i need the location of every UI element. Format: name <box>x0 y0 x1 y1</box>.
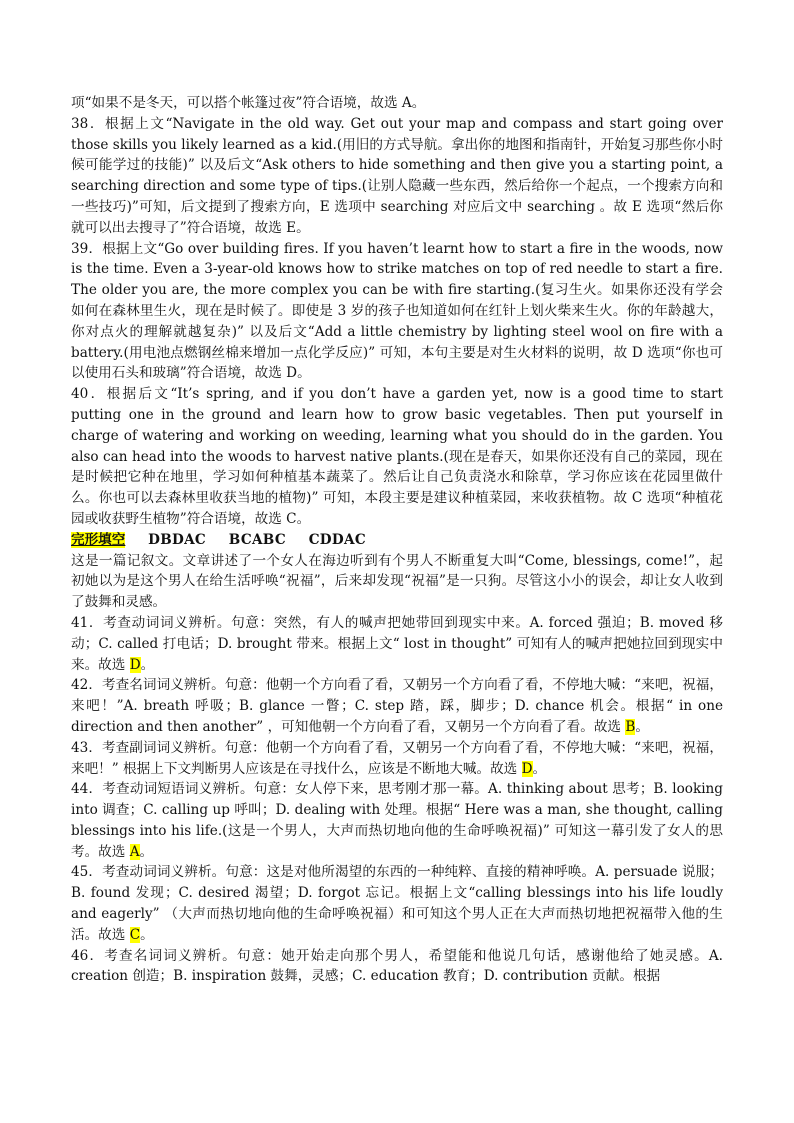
answer-group-2: BCABC <box>228 531 286 548</box>
item-44-end: 。 <box>139 843 154 860</box>
section-title: 完形填空 <box>71 531 126 548</box>
paragraph-40: 40．根据后文“It’s spring, and if you don’t have a garden yet, now is a good time to start putting one in the ground and learn how to grow basic vegetables. Then put yourself in charge of watering and working on weeding, learning what you should do in the garden. You also can head into the woods to harvest native plants.(现在是春天，如果你还没有自己的菜园，现在是时候把它种在地里，学习如何种植基本蔬菜了。然后让自己负责浇水和除草，学习你应该在花园里做什么。你也可以去森林里收获当地的植物)” 可知，本段主要是建议种植菜园，来收获植物。故 C 选项“种植花园或收获野生植物”符合语境，故选 C。 <box>71 386 723 527</box>
item-41-text: 41．考查动词词义辨析。句意：突然，有人的喊声把她带回到现实中来。A. forced 强迫；B. moved 移动；C. called 打电话；D. brought 带来。根据上文“ lost in thought” 可知有人的喊声把她拉回到现实中来。故选 <box>71 614 723 673</box>
item-45-text: 45．考查动词词义辨析。句意：这是对他所渴望的东西的一种纯粹、直接的精神呼唤。A. persuade 说服；B. found 发现；C. desired 渴望；D. forgot 忘记。根据上文“calling blessings into his life loudly and eagerly” （大声而热切地向他的生命呼唤祝福）和可知这个男人正在大声而热切地把祝福带入他的生活。故选 <box>71 864 723 943</box>
paragraph-38: 38．根据上文“Navigate in the old way. Get out your map and compass and start going over those skills you likely learned as a kid.(用旧的方式导航。拿出你的地图和指南针，开始复习那些你小时候可能学过的技能)” 以及后文“Ask others to hide something and then give you a starting point, a searching direction and some type of tips.(让别人隐藏一些东西，然后给你一个起点，一个搜索方向和一些技巧)”可知，后文提到了搜索方向，E 选项中 searching 对应后文中 searching 。故 E 选项“然后你就可以出去搜寻了”符合语境，故选 E。 <box>71 115 723 236</box>
item-42-answer: B <box>625 718 636 735</box>
document-page <box>71 93 723 987</box>
item-44 <box>71 779 723 862</box>
item-44-answer: A <box>129 843 140 860</box>
item-43-text: 43．考查副词词义辨析。句意：他朝一个方向看了看，又朝另一个方向看了看，不停地大喊：“来吧，祝福，来吧！” 根据上下文判断男人应该是在寻找什么，应该是不断地大喊。故选 <box>71 739 723 777</box>
item-42-text: 42．考查名词词义辨析。句意：他朝一个方向看了看，又朝另一个方向看了看，不停地大喊：“来吧，祝福，来吧！”A. breath 呼吸；B. glance 一瞥；C. step 踏，踩，脚步；D. chance 机会。根据“ in one direction and then another” ，可知他朝一个方向看了看，又朝另一个方向看了看。故选 <box>71 677 723 735</box>
passage-intro: 这是一篇记叙文。文章讲述了一个女人在海边听到有个男人不断重复大叫“Come, blessings, come!”，起初她以为是这个男人在给生活呼唤“祝福”，后来却发现“祝福”是一只狗。尽管这小小的误会，却让女人收到了鼓舞和灵感。 <box>71 552 723 611</box>
item-43-end: 。 <box>532 760 547 777</box>
answer-group-3: CDDAC <box>308 531 366 548</box>
item-45 <box>71 862 723 945</box>
cloze-section-header <box>71 530 723 551</box>
item-41-answer: D <box>129 656 141 673</box>
item-45-end: 。 <box>140 926 154 943</box>
item-46 <box>71 946 723 988</box>
answer-group-1: DBDAC <box>148 531 207 548</box>
item-43 <box>71 738 723 780</box>
item-42-end: 。 <box>635 718 649 735</box>
item-45-answer: C <box>129 926 141 943</box>
item-42 <box>71 675 723 737</box>
item-41-end: 。 <box>140 656 155 673</box>
item-43-answer: D <box>521 760 533 777</box>
paragraph-39: 39．根据上文“Go over building fires. If you haven’t learnt how to start a fire in the woods, now is the time. Even a 3-year-old knows how to strike matches on top of red needle to start a fire. The older you are, the more complex you can be with fire starting.(复习生火。如果你还没有学会如何在森林里生火，现在是时候了。即使是 3 岁的孩子也知道如何在红针上划火柴来生火。你的年龄越大，你对点火的理解就越复杂)” 以及后文“Add a little chemistry by lighting steel wool on fire with a battery.(用电池点燃钢丝棉来增加一点化学反应)” 可知，本句主要是对生火材料的说明，故 D 选项“你也可以使用石头和玻璃”符合语境，故选 D。 <box>71 240 723 382</box>
item-41 <box>71 613 723 675</box>
item-46-text: 46．考查名词词义辨析。句意：她开始走向那个男人，希望能和他说几句话，感谢他给了她灵感。A. creation 创造；B. inspiration 鼓舞，灵感；C. education 教育；D. contribution 贡献。根据 <box>71 947 723 985</box>
item-44-text: 44．考查动词短语词义辨析。句意：女人停下来，思考刚才那一幕。A. thinking about 思考；B. looking into 调查；C. calling up 呼叫；D. dealing with 处理。根据“ Here was a man, she thought, calling blessings into his life.(这是一个男人，大声而热切地向他的生命呼唤祝福)” 可知这一幕引发了女人的思考。故选 <box>71 781 723 860</box>
paragraph-37-tail: 项“如果不是冬天，可以搭个帐篷过夜”符合语境，故选 A。 <box>71 95 426 111</box>
